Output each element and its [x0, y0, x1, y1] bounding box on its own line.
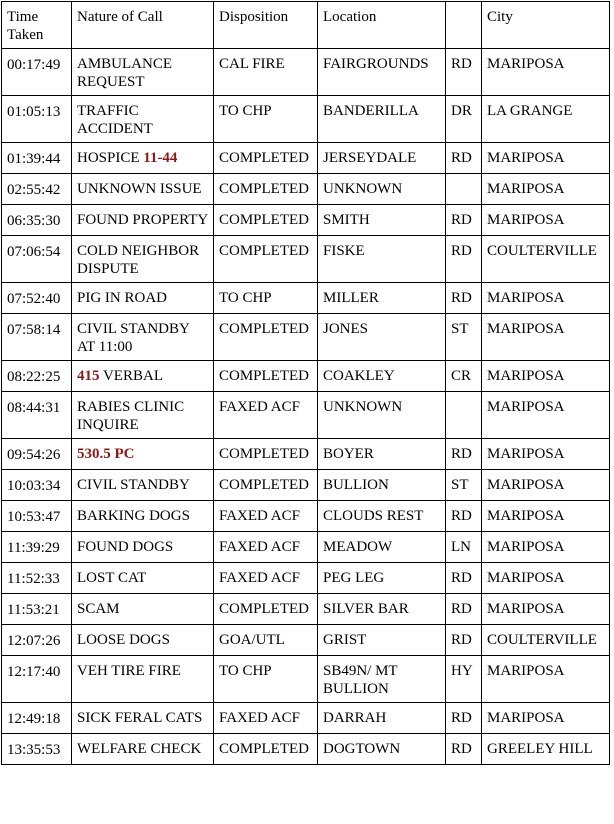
cell-disposition: TO CHP — [214, 656, 318, 703]
cell-nature-of-call — [72, 96, 214, 143]
cell-street-suffix: RD — [446, 236, 482, 283]
nature-text: CIVIL STANDBY — [77, 477, 190, 493]
nature-text: UNKNOWN ISSUE — [77, 181, 202, 197]
cell-nature-of-call — [72, 563, 214, 594]
cell-location: BANDERILLA — [318, 96, 446, 143]
table-row — [2, 174, 610, 205]
cell-location: DARRAH — [318, 703, 446, 734]
table-row — [2, 143, 610, 174]
nature-text: FOUND DOGS — [77, 539, 174, 555]
cell-disposition: COMPLETED — [214, 236, 318, 283]
cell-city: MARIPOSA — [482, 594, 610, 625]
cell-nature-of-call — [72, 143, 214, 174]
table-row — [2, 625, 610, 656]
cell-time-taken: 11:52:33 — [2, 563, 72, 594]
nature-text: TRAFFIC ACCIDENT — [77, 103, 153, 137]
header-time-taken: Time Taken — [2, 2, 72, 49]
cell-disposition: COMPLETED — [214, 734, 318, 765]
cell-location: BOYER — [318, 439, 446, 470]
table-row — [2, 532, 610, 563]
cell-location: UNKNOWN — [318, 392, 446, 439]
cell-time-taken: 11:39:29 — [2, 532, 72, 563]
cell-city: MARIPOSA — [482, 314, 610, 361]
cell-nature-of-call — [72, 625, 214, 656]
cell-street-suffix: RD — [446, 283, 482, 314]
cell-disposition: COMPLETED — [214, 205, 318, 236]
cell-location: PEG LEG — [318, 563, 446, 594]
cell-location: MILLER — [318, 283, 446, 314]
cell-street-suffix: HY — [446, 656, 482, 703]
cell-city: MARIPOSA — [482, 143, 610, 174]
cell-disposition: FAXED ACF — [214, 563, 318, 594]
cell-city: GREELEY HILL — [482, 734, 610, 765]
cell-nature-of-call — [72, 439, 214, 470]
cell-nature-of-call — [72, 392, 214, 439]
nature-code: 530.5 PC — [77, 446, 135, 462]
cell-city: MARIPOSA — [482, 439, 610, 470]
cell-disposition: FAXED ACF — [214, 392, 318, 439]
cell-disposition: GOA/UTL — [214, 625, 318, 656]
cell-time-taken: 07:52:40 — [2, 283, 72, 314]
cell-time-taken: 01:05:13 — [2, 96, 72, 143]
cell-city: LA GRANGE — [482, 96, 610, 143]
cell-street-suffix: RD — [446, 439, 482, 470]
nature-code: 415 — [77, 368, 100, 384]
cell-disposition: FAXED ACF — [214, 532, 318, 563]
cell-street-suffix: RD — [446, 563, 482, 594]
cell-disposition: COMPLETED — [214, 174, 318, 205]
cell-nature-of-call — [72, 49, 214, 96]
header-location: Location — [318, 2, 446, 49]
cell-nature-of-call — [72, 656, 214, 703]
cell-street-suffix — [446, 392, 482, 439]
table-row — [2, 594, 610, 625]
cell-nature-of-call — [72, 734, 214, 765]
cell-time-taken: 10:53:47 — [2, 501, 72, 532]
cell-location: FAIRGROUNDS — [318, 49, 446, 96]
cell-city: MARIPOSA — [482, 656, 610, 703]
cell-time-taken: 13:35:53 — [2, 734, 72, 765]
nature-text: LOOSE DOGS — [77, 632, 170, 648]
cell-disposition: COMPLETED — [214, 439, 318, 470]
header-row — [2, 2, 610, 49]
table-row — [2, 314, 610, 361]
cell-street-suffix: RD — [446, 594, 482, 625]
cell-disposition: COMPLETED — [214, 594, 318, 625]
nature-text: LOST CAT — [77, 570, 147, 586]
cell-disposition: COMPLETED — [214, 470, 318, 501]
cell-street-suffix: RD — [446, 501, 482, 532]
cell-city: MARIPOSA — [482, 392, 610, 439]
cell-city: MARIPOSA — [482, 361, 610, 392]
nature-text: SICK FERAL CATS — [77, 710, 203, 726]
cell-nature-of-call — [72, 314, 214, 361]
table-row — [2, 49, 610, 96]
cell-street-suffix: ST — [446, 314, 482, 361]
cell-nature-of-call — [72, 703, 214, 734]
cell-location: JONES — [318, 314, 446, 361]
table-row — [2, 236, 610, 283]
cell-time-taken: 08:22:25 — [2, 361, 72, 392]
nature-text: AMBULANCE REQUEST — [77, 56, 173, 90]
nature-code: 11-44 — [143, 150, 178, 166]
header-nature-of-call: Nature of Call — [72, 2, 214, 49]
cell-location: GRIST — [318, 625, 446, 656]
cell-location: SMITH — [318, 205, 446, 236]
cell-location: MEADOW — [318, 532, 446, 563]
cell-time-taken: 12:07:26 — [2, 625, 72, 656]
cell-time-taken: 01:39:44 — [2, 143, 72, 174]
cell-city: MARIPOSA — [482, 501, 610, 532]
cell-nature-of-call — [72, 532, 214, 563]
cell-city: MARIPOSA — [482, 470, 610, 501]
table-row — [2, 656, 610, 703]
cell-time-taken: 02:55:42 — [2, 174, 72, 205]
nature-text: COLD NEIGHBOR DISPUTE — [77, 243, 200, 277]
cell-city: MARIPOSA — [482, 703, 610, 734]
cell-street-suffix: RD — [446, 703, 482, 734]
cell-location: DOGTOWN — [318, 734, 446, 765]
cell-disposition: TO CHP — [214, 283, 318, 314]
cell-street-suffix: RD — [446, 143, 482, 174]
cell-location: JERSEYDALE — [318, 143, 446, 174]
cell-nature-of-call — [72, 361, 214, 392]
cell-city: COULTERVILLE — [482, 236, 610, 283]
cell-time-taken: 00:17:49 — [2, 49, 72, 96]
cell-time-taken: 12:49:18 — [2, 703, 72, 734]
cell-street-suffix: RD — [446, 734, 482, 765]
table-row — [2, 205, 610, 236]
cell-location: COAKLEY — [318, 361, 446, 392]
cell-nature-of-call — [72, 594, 214, 625]
cell-location: UNKNOWN — [318, 174, 446, 205]
nature-text: WELFARE CHECK — [77, 741, 202, 757]
header-street-suffix — [446, 2, 482, 49]
table-row — [2, 703, 610, 734]
cell-nature-of-call — [72, 174, 214, 205]
cell-city: MARIPOSA — [482, 532, 610, 563]
table-row — [2, 501, 610, 532]
cell-street-suffix: RD — [446, 205, 482, 236]
nature-text: FOUND PROPERTY — [77, 212, 209, 228]
table-row — [2, 392, 610, 439]
call-log-body — [2, 49, 610, 765]
call-log-table — [1, 1, 610, 765]
nature-text: VEH TIRE FIRE — [77, 663, 181, 679]
cell-nature-of-call — [72, 236, 214, 283]
nature-text: HOSPICE — [77, 150, 144, 166]
cell-time-taken: 10:03:34 — [2, 470, 72, 501]
cell-nature-of-call — [72, 205, 214, 236]
cell-nature-of-call — [72, 501, 214, 532]
cell-location: SB49N/ MT BULLION — [318, 656, 446, 703]
cell-street-suffix: RD — [446, 625, 482, 656]
cell-nature-of-call — [72, 470, 214, 501]
cell-time-taken: 07:58:14 — [2, 314, 72, 361]
cell-time-taken: 12:17:40 — [2, 656, 72, 703]
cell-time-taken: 06:35:30 — [2, 205, 72, 236]
cell-street-suffix: LN — [446, 532, 482, 563]
nature-text: BARKING DOGS — [77, 508, 190, 524]
nature-text: SCAM — [77, 601, 120, 617]
table-row — [2, 439, 610, 470]
cell-disposition: FAXED ACF — [214, 501, 318, 532]
cell-time-taken: 09:54:26 — [2, 439, 72, 470]
cell-time-taken: 08:44:31 — [2, 392, 72, 439]
cell-location: CLOUDS REST — [318, 501, 446, 532]
cell-city: COULTERVILLE — [482, 625, 610, 656]
cell-city: MARIPOSA — [482, 205, 610, 236]
cell-street-suffix: ST — [446, 470, 482, 501]
table-row — [2, 361, 610, 392]
cell-nature-of-call — [72, 283, 214, 314]
cell-disposition: CAL FIRE — [214, 49, 318, 96]
table-row — [2, 470, 610, 501]
cell-disposition: FAXED ACF — [214, 703, 318, 734]
cell-street-suffix — [446, 174, 482, 205]
cell-disposition: COMPLETED — [214, 143, 318, 174]
header-city: City — [482, 2, 610, 49]
cell-city: MARIPOSA — [482, 563, 610, 594]
table-row — [2, 96, 610, 143]
cell-street-suffix: CR — [446, 361, 482, 392]
nature-text: RABIES CLINIC INQUIRE — [77, 399, 185, 433]
cell-disposition: TO CHP — [214, 96, 318, 143]
cell-time-taken: 07:06:54 — [2, 236, 72, 283]
table-row — [2, 563, 610, 594]
cell-street-suffix: RD — [446, 49, 482, 96]
cell-location: FISKE — [318, 236, 446, 283]
cell-city: MARIPOSA — [482, 283, 610, 314]
cell-disposition: COMPLETED — [214, 314, 318, 361]
cell-location: BULLION — [318, 470, 446, 501]
header-disposition: Disposition — [214, 2, 318, 49]
cell-location: SILVER BAR — [318, 594, 446, 625]
cell-city: MARIPOSA — [482, 49, 610, 96]
cell-city: MARIPOSA — [482, 174, 610, 205]
nature-text: PIG IN ROAD — [77, 290, 167, 306]
cell-disposition: COMPLETED — [214, 361, 318, 392]
table-row — [2, 734, 610, 765]
cell-street-suffix: DR — [446, 96, 482, 143]
cell-time-taken: 11:53:21 — [2, 594, 72, 625]
table-row — [2, 283, 610, 314]
nature-text-suffix: VERBAL — [99, 368, 163, 384]
nature-text: CIVIL STANDBY AT 11:00 — [77, 321, 190, 355]
